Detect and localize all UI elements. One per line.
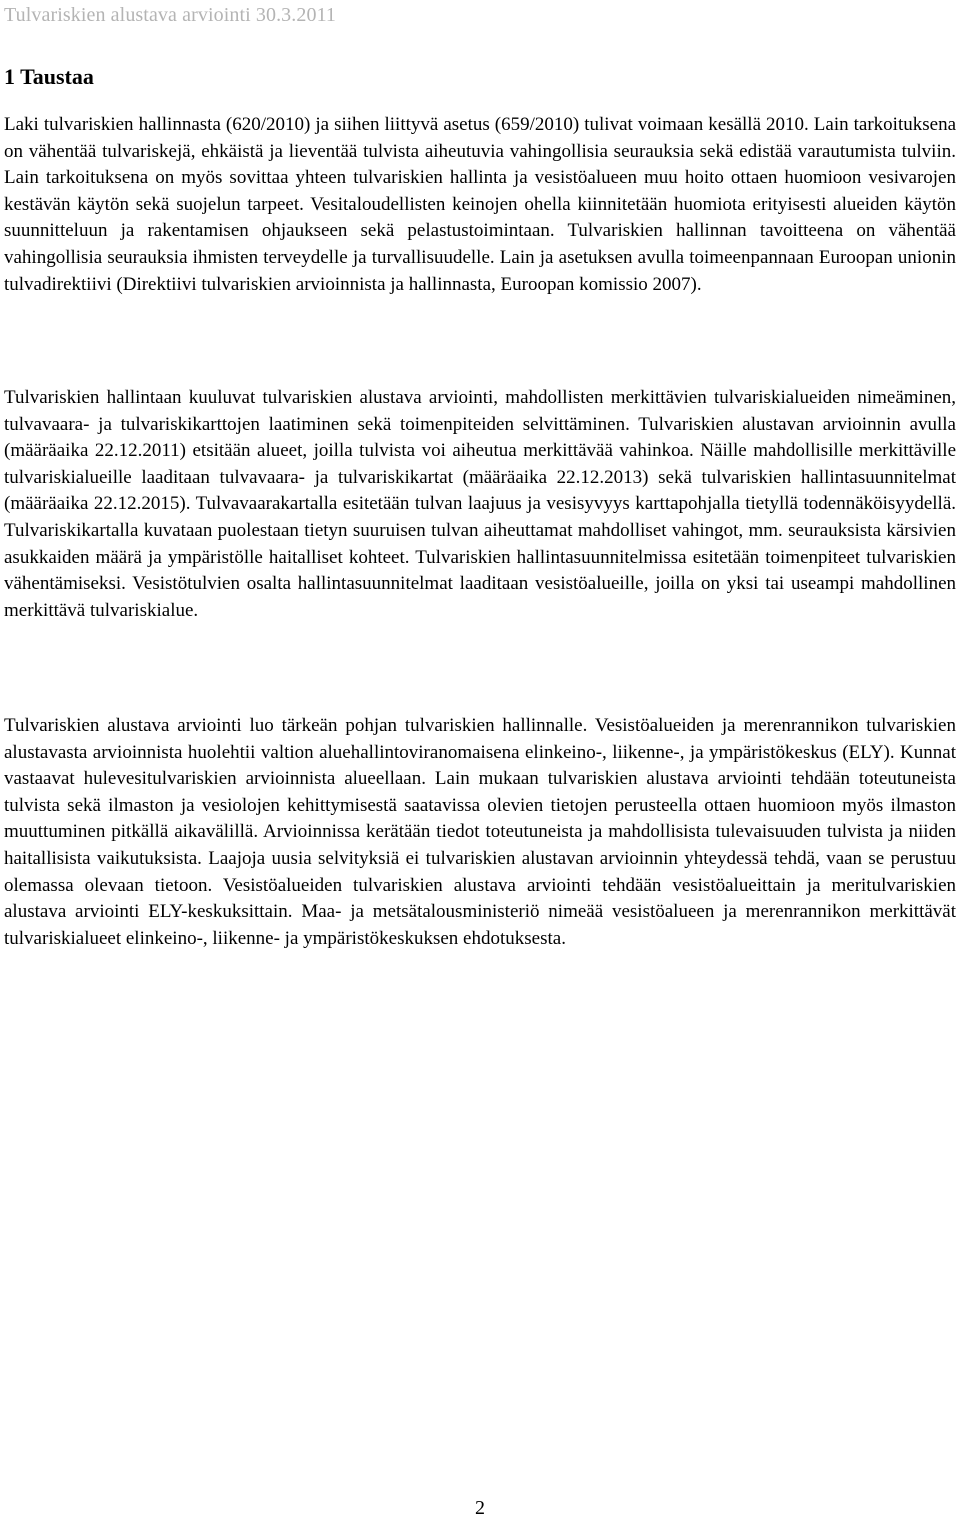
paragraph-background-law: Laki tulvariskien hallinnasta (620/2010) ja siihen liittyvä asetus (659/2010) tulivat voimaan kesällä 2010. Lain tarkoituksena on vähentää tulvariskejä, ehkäistä ja lieventää tulvista aiheutuvia vahingollisia seurauksia sekä edistää varautumista tulviin. Lain tarkoituksena on myös sovittaa yhteen tulvariskien hallinta ja vesistöalueen muu hoito ottaen huomioon vesivarojen kestävän käytön sekä suojelun tarpeet. Vesitaloudellisten keinojen ohella kiinnitetään huomiota erityisesti alueiden käytön suunnitteluun ja rakentamisen ohjaukseen sekä pelastustoimintaan. Tulvariskien hallinnan tavoitteena on vähentää vahingollisia seurauksia ihmisten terveydelle ja turvallisuudelle. Lain ja asetuksen avulla toimeenpannaan Euroopan unionin tulvadirektiivi (Direktiivi tulvariskien arvioinnista ja hallinnasta, Euroopan komissio 2007). <box>4 114 956 295</box>
section-heading: 1 Taustaa <box>4 64 94 89</box>
running-header: Tulvariskien alustava arviointi 30.3.2011 <box>4 4 337 26</box>
page-number: 2 <box>475 1497 485 1519</box>
paragraph-preliminary-assessment: Tulvariskien alustava arviointi luo tärkeän pohjan tulvariskien hallinnalle. Vesistöalueiden ja merenrannikon tulvariskien alustavasta arvioinnista huolehtii valtion aluehallintoviranomaisena elinkeino-, liikenne-, ja ympäristökeskus (ELY). Kunnat vastaavat hulevesitulvariskien arvioinnista alueellaan. Lain mukaan tulvariskien alustava arviointi tehdään toteutuneista tulvista sekä ilmaston ja vesiolojen kehittymisestä saatavissa olevien tietojen perusteella ottaen huomioon myös ilmaston muuttuminen pitkällä aikavälillä. Arvioinnissa kerätään tiedot toteutuneista ja mahdollisista tulevaisuuden tulvista ja niiden haitallisista vaikutuksista. Laajoja uusia selvityksiä ei tulvariskien alustavan arvioinnin yhteydessä tehdä, vaan se perustuu olemassa olevaan tietoon. Vesistöalueiden tulvariskien alustava arviointi tehdään vesistöalueittain ja meritulvariskien alustava arviointi ELY-keskuksittain. Maa- ja metsätalousministeriö nimeää vesistöalueen ja merenrannikon merkittävät tulvariskialueet elinkeino-, liikenne- ja ympäristökeskuksen ehdotuksesta. <box>4 715 956 949</box>
paragraph-flood-risk-management-stages: Tulvariskien hallintaan kuuluvat tulvariskien alustava arviointi, mahdollisten merkittävien tulvariskialueiden nimeäminen, tulvavaara- ja tulvariskikarttojen laatiminen sekä toimenpiteiden selvittäminen. Tulvariskien alustavan arvioinnin avulla (määräaika 22.12.2011) etsitään alueet, joilla tulvista voi aiheutua merkittävää vahinkoa. Näille mahdollisille merkittäville tulvariskialueille laaditaan tulvavaara- ja tulvariskikartat (määräaika 22.12.2013) sekä tulvariskien hallintasuunnitelmat (määräaika 22.12.2015). Tulvavaarakartalla esitetään tulvan laajuus ja vesisyvyys karttapohjalla tietyllä todennäköisyydellä. Tulvariskikartalla kuvataan puolestaan tietyn suuruisen tulvan aiheuttamat mahdolliset vahingot, mm. seurauksista kärsivien asukkaiden määrä ja ympäristölle haitalliset kohteet. Tulvariskien hallintasuunnitelmissa esitetään toimenpiteet tulvariskien vähentämiseksi. Vesistötulvien osalta hallintasuunnitelmat laaditaan vesistöalueille, joilla on yksi tai useampi mahdollinen merkittävä tulvariskialue. <box>4 387 956 621</box>
